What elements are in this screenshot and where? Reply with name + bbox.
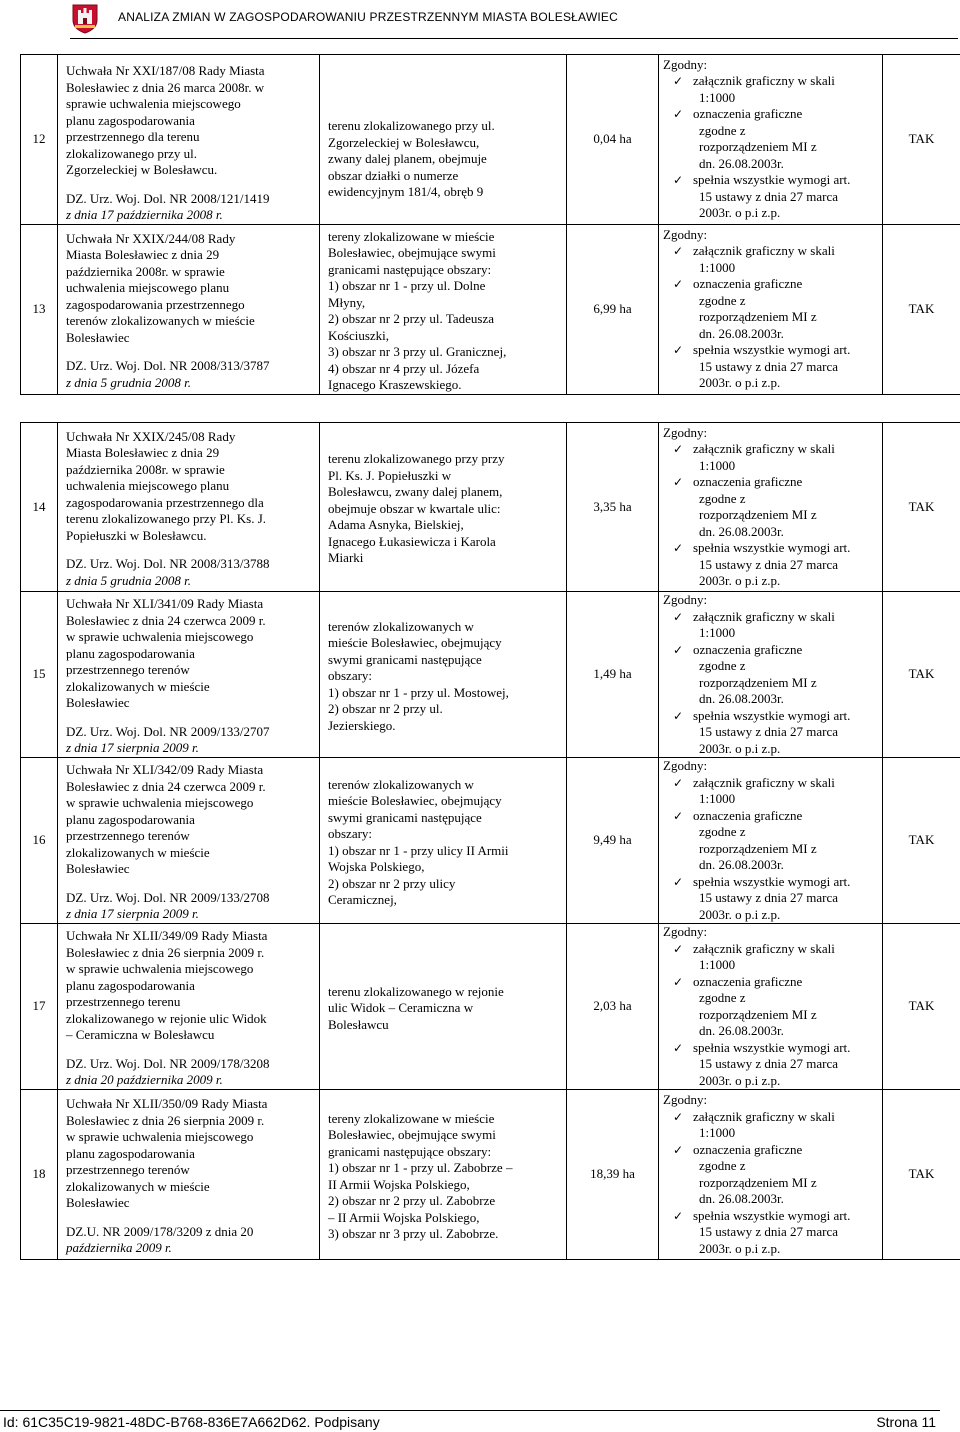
area-line: Bolesławcu (328, 1016, 389, 1032)
checklist-item-detail: zgodne z (699, 1158, 746, 1173)
checklist-item-detail: 2003r. o p.i z.p. (699, 573, 781, 588)
area-line: Ceramicznej, (328, 892, 397, 907)
spacer (66, 878, 313, 890)
checkmark-icon: ✓ (673, 775, 684, 790)
compliance-cell (659, 55, 883, 225)
spacer (66, 179, 313, 191)
resolution-cell (58, 224, 320, 394)
checkmark-icon: ✓ (673, 343, 684, 357)
checkmark-icon: ✓ (673, 1208, 684, 1223)
resolution-line: przestrzennego terenów (66, 1162, 190, 1178)
compliance-label: Zgodny: (663, 424, 708, 440)
table-row (21, 924, 960, 1090)
checklist-item-detail: rozporządzeniem MI z (699, 507, 817, 522)
resolution-line: planu zagospodarowania (66, 811, 195, 827)
compliance-result: TAK (883, 224, 960, 394)
compliance-checklist (663, 441, 878, 590)
publication-reference: DZ. Urz. Woj. Dol. NR 2009/133/2707 (66, 723, 270, 739)
area-description-cell (320, 224, 567, 394)
page-footer (0, 1410, 960, 1432)
checklist-item (663, 276, 878, 342)
checklist-item (663, 1142, 878, 1208)
area-size: 0,04 ha (567, 55, 659, 225)
checklist-item-label: oznaczenia graficzne (693, 474, 803, 489)
resolution-line: Uchwała Nr XLI/342/09 Rady Miasta (66, 762, 264, 778)
checklist-item-detail: zgodne z (699, 490, 746, 506)
publication-date: z dnia 5 grudnia 2008 r. (66, 572, 191, 588)
resolution-line: Zgorzeleckiej w Bolesławcu. (66, 162, 218, 177)
checklist-item-detail: 2003r. o p.i z.p. (699, 1240, 781, 1256)
table-row (21, 55, 960, 225)
area-line: granicami następujące obszary: (328, 261, 492, 277)
resolution-line: planu zagospodarowania (66, 977, 195, 993)
area-description-cell (320, 55, 567, 225)
resolution-cell (58, 423, 320, 592)
checklist-item-detail: 2003r. o p.i z.p. (699, 1072, 781, 1088)
checklist-item-detail: rozporządzeniem MI z (699, 309, 817, 324)
checklist-item (663, 73, 878, 106)
compliance-label: Zgodny: (663, 924, 708, 939)
checkmark-icon: ✓ (673, 475, 684, 489)
area-line: terenu zlokalizowanego przy przy (328, 451, 505, 467)
checklist-item-detail: dn. 26.08.2003r. (699, 325, 784, 341)
area-line: 2) obszar nr 2 przy ul. Zabobrze (328, 1193, 496, 1208)
checklist-item-label: spełnia wszystkie wymogi art. (693, 540, 851, 555)
area-line: swymi granicami następujące (328, 809, 482, 825)
checklist-item-detail: zgodne z (699, 122, 746, 138)
checklist-item (663, 243, 878, 276)
checklist-item-label: spełnia wszystkie wymogi art. (693, 1207, 851, 1223)
area-line: 1) obszar nr 1 - przy ul. Zabobrze – (328, 1160, 513, 1175)
area-line: terenów zlokalizowanych w (328, 618, 474, 634)
area-description-cell (320, 423, 567, 592)
checklist-item-detail: dn. 26.08.2003r. (699, 857, 784, 872)
resolution-cell (58, 55, 320, 225)
checkmark-icon: ✓ (673, 609, 684, 624)
area-line: obszary: (328, 826, 373, 841)
checklist-item-label: oznaczenia graficzne (693, 106, 803, 122)
resolution-line: Bolesławiec (66, 861, 130, 877)
resolution-line: przestrzennego terenów (66, 828, 190, 844)
checklist-item-detail: rozporządzeniem MI z (699, 674, 817, 690)
table-row (21, 224, 960, 394)
publication-date: z dnia 17 sierpnia 2009 r. (66, 740, 199, 756)
coat-of-arms-icon (72, 4, 98, 34)
area-size: 6,99 ha (567, 224, 659, 394)
area-line: terenu zlokalizowanego w rejonie (328, 983, 504, 999)
checklist-item (663, 808, 878, 874)
area-line: Młyny, (328, 294, 366, 310)
spacer (66, 712, 313, 724)
compliance-cell (659, 592, 883, 758)
area-description-cell (320, 924, 567, 1090)
checklist-item (663, 775, 878, 808)
publication-reference: DZ. Urz. Woj. Dol. NR 2008/121/1419 (66, 190, 270, 206)
resolution-line: Bolesławiec z dnia 24 czerwca 2009 r. (66, 612, 266, 628)
checklist-item-label: załącznik graficzny w skali (693, 441, 835, 456)
resolution-line: października 2008r. w sprawie (66, 461, 225, 477)
checklist-item-label: oznaczenia graficzne (693, 973, 803, 989)
area-line: 1) obszar nr 1 - przy ul. Dolne (328, 278, 486, 293)
area-description-cell (320, 592, 567, 758)
page-number: Strona 11 (876, 1414, 936, 1430)
area-line: 1) obszar nr 1 - przy ulicy II Armii (328, 842, 509, 858)
area-line: tereny zlokalizowane w mieście (328, 1110, 495, 1126)
checklist-item-detail: 1:1000 (699, 957, 736, 972)
compliance-result: TAK (883, 592, 960, 758)
compliance-result: TAK (883, 1090, 960, 1260)
spacer (66, 1212, 313, 1224)
publication-date: z dnia 20 października 2009 r. (66, 1072, 223, 1088)
resolution-line: Bolesławiec z dnia 24 czerwca 2009 r. (66, 778, 266, 794)
area-line: Bolesławiec, obejmujące swymi (328, 245, 496, 260)
area-line: 3) obszar nr 3 przy ul. Granicznej, (328, 344, 507, 359)
checklist-item-detail: dn. 26.08.2003r. (699, 1023, 784, 1038)
checklist-item-detail: 2003r. o p.i z.p. (699, 906, 781, 922)
checklist-item-detail: zgodne z (699, 824, 746, 839)
compliance-cell (659, 224, 883, 394)
spacer (66, 1044, 313, 1056)
checklist-item-label: załącznik graficzny w skali (693, 1108, 835, 1124)
checklist-item (663, 172, 878, 222)
checklist-item-detail: dn. 26.08.2003r. (699, 1191, 784, 1206)
area-line: 2) obszar nr 2 przy ulicy (328, 875, 456, 891)
checklist-item (663, 1040, 878, 1090)
area-line: 4) obszar nr 4 przy ul. Józefa (328, 360, 480, 376)
checkmark-icon: ✓ (673, 541, 684, 555)
resolution-line: Uchwała Nr XXI/187/08 Rady Miasta (66, 63, 265, 78)
checklist-item (663, 642, 878, 708)
publication-date: z dnia 17 sierpnia 2009 r. (66, 906, 199, 922)
checklist-item-detail: dn. 26.08.2003r. (699, 523, 784, 539)
publication-reference: DZ.U. NR 2009/178/3209 z dnia 20 (66, 1223, 254, 1239)
resolution-line: Uchwała Nr XLII/350/09 Rady Miasta (66, 1096, 268, 1112)
checkmark-icon: ✓ (673, 1040, 684, 1055)
spacer (66, 544, 313, 556)
checklist-item-detail: 15 ustawy z dnia 27 marca (699, 1224, 838, 1239)
publication-date: z dnia 5 grudnia 2008 r. (66, 374, 191, 390)
resolution-line: Bolesławiec (66, 329, 130, 345)
checklist-item-label: oznaczenia graficzne (693, 807, 803, 823)
resolution-line: uchwalenia miejscowego planu (66, 478, 230, 494)
area-line: 3) obszar nr 3 przy ul. Zabobrze. (328, 1226, 499, 1241)
area-line: 2) obszar nr 2 przy ul. Tadeusza (328, 311, 494, 326)
resolution-line: planu zagospodarowania (66, 1145, 195, 1161)
area-line: Pl. Ks. J. Popiełuszki w (328, 467, 452, 483)
row-number: 16 (21, 758, 58, 924)
resolution-line: w sprawie uchwalenia miejscowego (66, 795, 254, 811)
compliance-cell (659, 423, 883, 592)
checklist-item-label: oznaczenia graficzne (693, 1141, 803, 1157)
area-size: 2,03 ha (567, 924, 659, 1090)
checklist-item-label: załącznik graficzny w skali (693, 774, 835, 790)
area-line: tereny zlokalizowane w mieście (328, 228, 495, 244)
publication-date: z dnia 17 października 2008 r. (66, 207, 223, 222)
resolution-line: planu zagospodarowania (66, 645, 195, 661)
compliance-checklist (663, 609, 878, 758)
checkmark-icon: ✓ (673, 74, 684, 89)
resolution-line: Bolesławiec (66, 695, 130, 711)
area-line: mieście Bolesławiec, obejmujący (328, 635, 502, 651)
resolution-line: planu zagospodarowania (66, 112, 195, 128)
area-line: obszar działki o numerze (328, 167, 459, 183)
compliance-cell (659, 924, 883, 1090)
area-line: terenów zlokalizowanych w (328, 776, 474, 792)
checklist-item-detail: 15 ustawy z dnia 27 marca (699, 556, 838, 572)
compliance-checklist (663, 941, 878, 1090)
area-line: Bolesławcu, zwany dalej planem, (328, 484, 503, 500)
compliance-checklist (663, 243, 878, 392)
checkmark-icon: ✓ (673, 941, 684, 956)
checklist-item-detail: 15 ustawy z dnia 27 marca (699, 890, 838, 905)
resolution-line: – Ceramiczna w Bolesławcu (66, 1027, 215, 1043)
table-row (21, 1090, 960, 1260)
checklist-item-detail: 1:1000 (699, 259, 736, 275)
checklist-item (663, 874, 878, 924)
checkmark-icon: ✓ (673, 277, 684, 291)
checkmark-icon: ✓ (673, 874, 684, 889)
resolution-line: terenów zlokalizowanych w mieście (66, 313, 255, 329)
table-row (21, 592, 960, 758)
compliance-cell (659, 1090, 883, 1260)
checklist-item-detail: zgodne z (699, 990, 746, 1005)
checklist-item-detail: 1:1000 (699, 457, 736, 473)
area-line: II Armii Wojska Polskiego, (328, 1176, 470, 1192)
spacer (66, 346, 313, 358)
compliance-label: Zgodny: (663, 592, 708, 607)
area-line: Miarki (328, 550, 364, 566)
checklist-item-label: spełnia wszystkie wymogi art. (693, 1039, 851, 1055)
area-line: swymi granicami następujące (328, 651, 482, 667)
checkmark-icon: ✓ (673, 974, 684, 989)
checklist-item-detail: 2003r. o p.i z.p. (699, 205, 781, 221)
area-size: 1,49 ha (567, 592, 659, 758)
area-line: Zgorzeleckiej w Bolesławcu, (328, 134, 480, 150)
resolution-line: zlokalizowanych w mieście (66, 844, 210, 860)
checklist-item-label: załącznik graficzny w skali (693, 243, 835, 258)
resolution-line: Uchwała Nr XLI/341/09 Rady Miasta (66, 596, 264, 612)
checkmark-icon: ✓ (673, 442, 684, 456)
resolution-line: uchwalenia miejscowego planu (66, 280, 230, 296)
document-title: ANALIZA ZMIAN W ZAGOSPODAROWANIU PRZESTRZENNYM MIASTA BOLESŁAWIEC (118, 10, 618, 24)
area-size: 3,35 ha (567, 423, 659, 592)
checklist-item-detail: 15 ustawy z dnia 27 marca (699, 358, 838, 374)
row-number: 12 (21, 55, 58, 225)
publication-reference: DZ. Urz. Woj. Dol. NR 2008/313/3788 (66, 556, 270, 572)
checklist-item-detail: 2003r. o p.i z.p. (699, 375, 781, 390)
plans-table-2 (20, 422, 960, 1260)
resolution-line: Bolesławiec z dnia 26 sierpnia 2009 r. (66, 944, 265, 960)
area-line: terenu zlokalizowanego przy ul. (328, 118, 495, 133)
resolution-line: zagospodarowania przestrzennego (66, 296, 245, 312)
area-description-cell (320, 758, 567, 924)
checklist-item-label: spełnia wszystkie wymogi art. (693, 873, 851, 889)
resolution-line: zlokalizowanego w rejonie ulic Widok (66, 1010, 267, 1026)
resolution-line: przestrzennego terenu (66, 994, 181, 1010)
area-line: ulic Widok – Ceramiczna w (328, 1000, 474, 1016)
checklist-item-detail: 1:1000 (699, 89, 736, 105)
row-number: 15 (21, 592, 58, 758)
area-size: 18,39 ha (567, 1090, 659, 1260)
resolution-line: przestrzennego dla terenu (66, 129, 200, 144)
checklist-item (663, 974, 878, 1040)
compliance-checklist (663, 775, 878, 924)
checklist-item-detail: 15 ustawy z dnia 27 marca (699, 1056, 838, 1071)
checklist-item-detail: 2003r. o p.i z.p. (699, 740, 781, 756)
row-number: 13 (21, 224, 58, 394)
area-line: ewidencyjnym 181/4, obręb 9 (328, 184, 484, 199)
compliance-result: TAK (883, 423, 960, 592)
resolution-line: Uchwała Nr XLII/349/09 Rady Miasta (66, 928, 268, 944)
resolution-cell (58, 758, 320, 924)
area-line: – II Armii Wojska Polskiego, (328, 1209, 480, 1225)
checklist-item-detail: zgodne z (699, 658, 746, 673)
checklist-item-detail: zgodne z (699, 292, 746, 308)
resolution-line: zlokalizowanych w mieście (66, 678, 210, 694)
checklist-item-label: załącznik graficzny w skali (693, 608, 835, 624)
checklist-item-detail: 15 ustawy z dnia 27 marca (699, 188, 838, 204)
resolution-line: Miasta Bolesławiec z dnia 29 (66, 445, 220, 461)
area-line: zwany dalej planem, obejmuje (328, 151, 487, 166)
checkmark-icon: ✓ (673, 708, 684, 723)
resolution-line: zagospodarowania przestrzennego dla (66, 494, 264, 510)
resolution-line: zlokalizowanego przy ul. (66, 145, 198, 161)
resolution-line: Bolesławiec z dnia 26 marca 2008r. w (66, 79, 265, 95)
publication-reference: DZ. Urz. Woj. Dol. NR 2008/313/3787 (66, 358, 270, 374)
publication-date: października 2009 r. (66, 1240, 172, 1256)
area-line: obszary: (328, 668, 373, 684)
publication-reference: DZ. Urz. Woj. Dol. NR 2009/178/3208 (66, 1055, 270, 1071)
checklist-item-label: oznaczenia graficzne (693, 276, 803, 291)
checklist-item-detail: 1:1000 (699, 791, 736, 806)
row-number: 17 (21, 924, 58, 1090)
resolution-line: Popiełuszki w Bolesławcu. (66, 527, 207, 543)
checklist-item (663, 441, 878, 474)
checklist-item (663, 106, 878, 172)
compliance-label: Zgodny: (663, 56, 708, 72)
area-line: Bolesławiec, obejmujące swymi (328, 1127, 496, 1142)
resolution-line: w sprawie uchwalenia miejscowego (66, 1129, 254, 1145)
checkmark-icon: ✓ (673, 107, 684, 122)
resolution-line: terenu zlokalizowanego przy Pl. Ks. J. (66, 511, 267, 527)
compliance-label: Zgodny: (663, 758, 708, 773)
resolution-line: zlokalizowanych w mieście (66, 1178, 210, 1194)
resolution-line: Uchwała Nr XXIX/244/08 Rady (66, 230, 236, 246)
checklist-item-detail: rozporządzeniem MI z (699, 1006, 817, 1022)
resolution-line: Bolesławiec (66, 1195, 130, 1211)
row-number: 18 (21, 1090, 58, 1260)
checklist-item-label: załącznik graficzny w skali (693, 73, 835, 89)
checkmark-icon: ✓ (673, 244, 684, 258)
area-line: 1) obszar nr 1 - przy ul. Mostowej, (328, 684, 509, 700)
resolution-line: sprawie uchwalenia miejscowego (66, 96, 241, 111)
area-line: Wojska Polskiego, (328, 859, 425, 874)
checklist-item (663, 708, 878, 758)
resolution-line: Miasta Bolesławiec z dnia 29 (66, 247, 220, 263)
page-header (0, 0, 960, 42)
compliance-label: Zgodny: (663, 1092, 708, 1107)
plans-table-1 (20, 54, 960, 395)
compliance-checklist (663, 73, 878, 222)
checklist-item-detail: rozporządzeniem MI z (699, 139, 817, 155)
compliance-checklist (663, 1109, 878, 1258)
checkmark-icon: ✓ (673, 808, 684, 823)
checklist-item-detail: rozporządzeniem MI z (699, 1174, 817, 1190)
resolution-line: w sprawie uchwalenia miejscowego (66, 629, 254, 645)
checklist-item-label: oznaczenia graficzne (693, 641, 803, 657)
checkmark-icon: ✓ (673, 642, 684, 657)
row-number: 14 (21, 423, 58, 592)
table-row (21, 423, 960, 592)
resolution-line: przestrzennego terenów (66, 662, 190, 678)
area-size: 9,49 ha (567, 758, 659, 924)
table-row (21, 758, 960, 924)
checklist-item-detail: 1:1000 (699, 1125, 736, 1140)
area-line: mieście Bolesławiec, obejmujący (328, 793, 502, 808)
checklist-item (663, 342, 878, 392)
area-line: 2) obszar nr 2 przy ul. (328, 701, 443, 717)
compliance-result: TAK (883, 55, 960, 225)
compliance-label: Zgodny: (663, 226, 708, 242)
header-divider (70, 38, 958, 39)
checklist-item-detail: dn. 26.08.2003r. (699, 691, 784, 706)
checklist-item-detail: 1:1000 (699, 625, 736, 640)
checklist-item-detail: rozporządzeniem MI z (699, 840, 817, 856)
checklist-item (663, 1109, 878, 1142)
checkmark-icon: ✓ (673, 1142, 684, 1157)
area-line: granicami następujące obszary: (328, 1143, 492, 1159)
area-line: obejmuje obszar w kwartale ulic: (328, 500, 501, 516)
checklist-item (663, 1208, 878, 1258)
checklist-item (663, 941, 878, 974)
resolution-line: października 2008r. w sprawie (66, 263, 225, 279)
resolution-line: Uchwała Nr XXIX/245/08 Rady (66, 428, 236, 444)
area-line: Jezierskiego. (328, 717, 396, 733)
compliance-cell (659, 758, 883, 924)
checklist-item (663, 540, 878, 590)
resolution-line: Bolesławiec z dnia 26 sierpnia 2009 r. (66, 1112, 265, 1128)
area-line: Kościuszki, (328, 327, 390, 343)
checklist-item-label: spełnia wszystkie wymogi art. (693, 172, 851, 188)
resolution-cell (58, 924, 320, 1090)
resolution-line: w sprawie uchwalenia miejscowego (66, 961, 254, 977)
footer-divider (0, 1410, 940, 1411)
checkmark-icon: ✓ (673, 1109, 684, 1124)
area-line: Ignacego Łukasiewicza i Karola (328, 533, 496, 549)
checklist-item-label: spełnia wszystkie wymogi art. (693, 707, 851, 723)
area-description-cell (320, 1090, 567, 1260)
checklist-item (663, 609, 878, 642)
checklist-item-label: spełnia wszystkie wymogi art. (693, 342, 851, 357)
checklist-item-label: załącznik graficzny w skali (693, 940, 835, 956)
resolution-cell (58, 1090, 320, 1260)
checkmark-icon: ✓ (673, 173, 684, 188)
compliance-result: TAK (883, 924, 960, 1090)
resolution-cell (58, 592, 320, 758)
checklist-item-detail: dn. 26.08.2003r. (699, 155, 784, 171)
document-signature-id: Id: 61C35C19-9821-48DC-B768-836E7A662D62. Podpisany (3, 1414, 380, 1430)
checklist-item (663, 474, 878, 540)
compliance-result: TAK (883, 758, 960, 924)
area-line: Adama Asnyka, Bielskiej, (328, 517, 464, 533)
area-line: Ignacego Kraszewskiego. (328, 377, 462, 392)
checklist-item-detail: 15 ustawy z dnia 27 marca (699, 724, 838, 739)
publication-reference: DZ. Urz. Woj. Dol. NR 2009/133/2708 (66, 889, 270, 905)
